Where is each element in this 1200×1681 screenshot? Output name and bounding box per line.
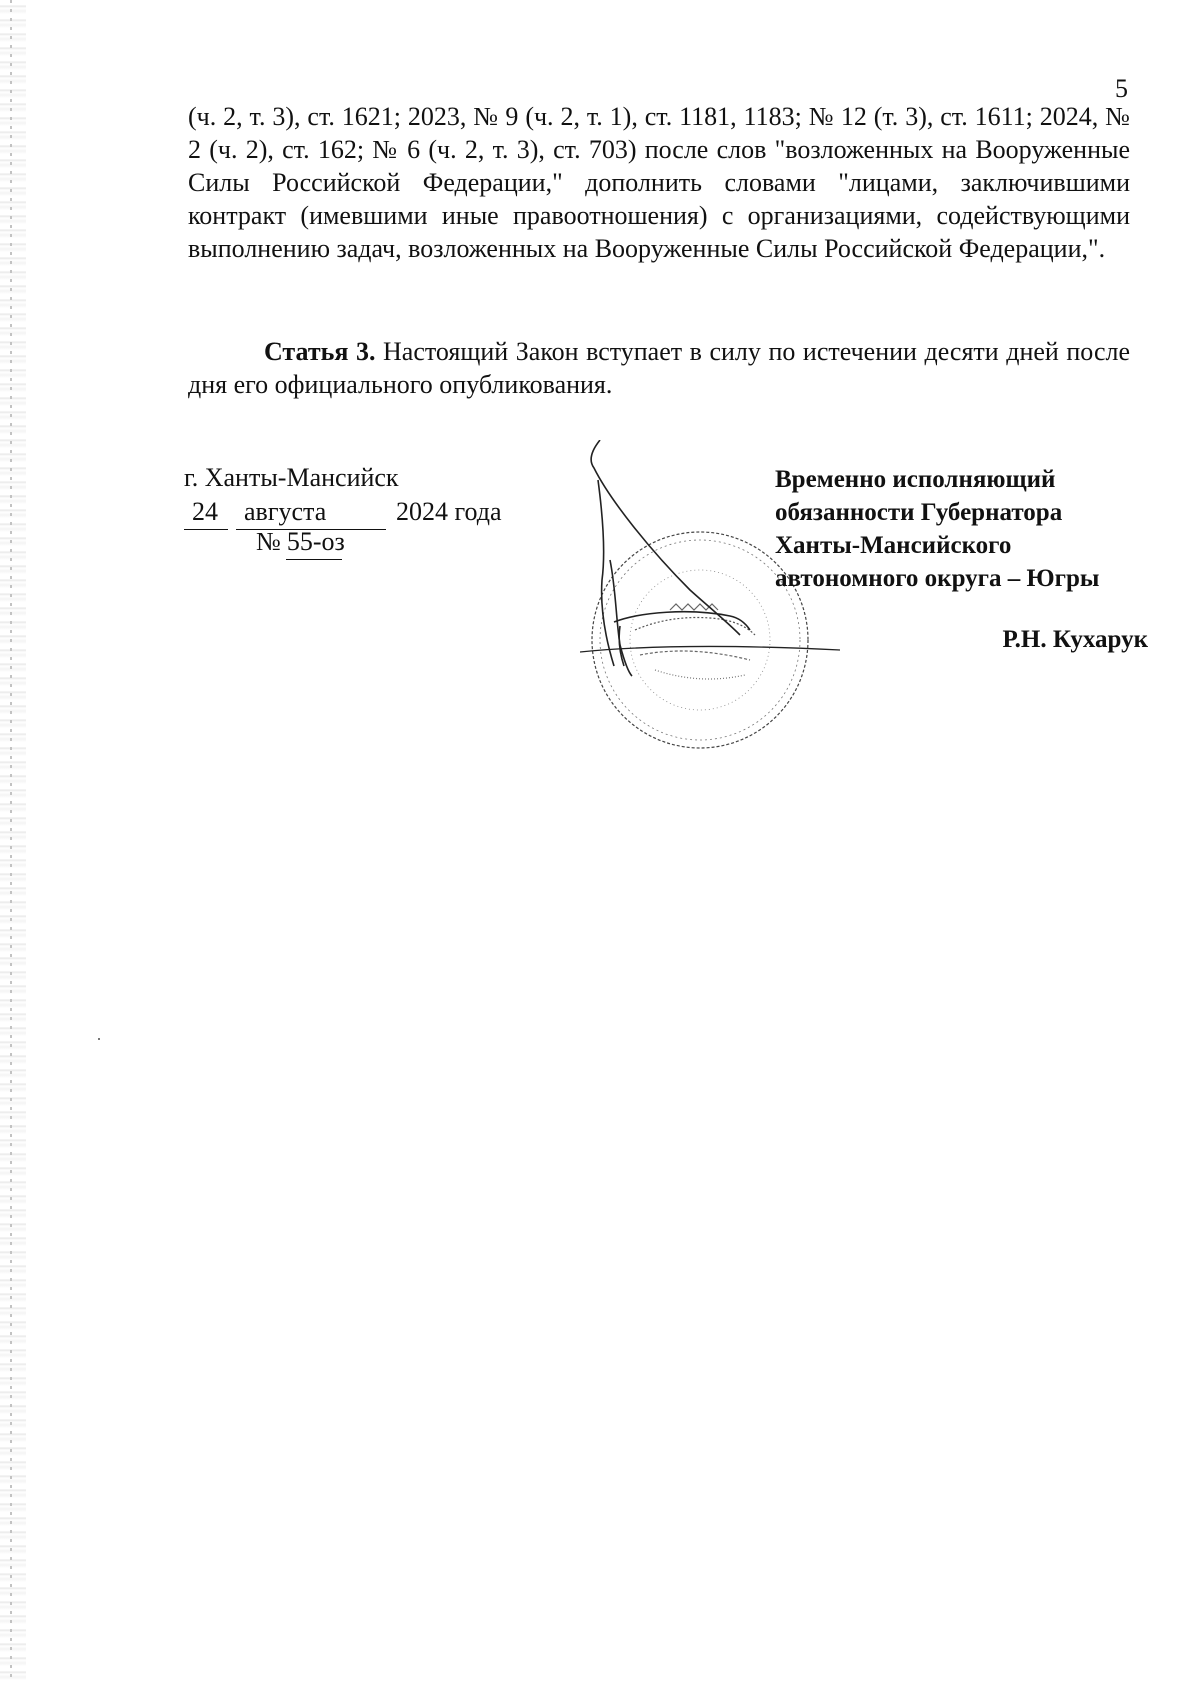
signatory-name: Р.Н. Кухарук <box>1002 626 1148 653</box>
date-year: 2024 года <box>396 497 502 526</box>
date-month: августа <box>244 497 327 526</box>
day-underline <box>184 529 228 530</box>
signatory-title <box>775 463 1147 595</box>
law-number <box>256 527 345 557</box>
scan-margin-artifact <box>0 0 26 1681</box>
article-3-text: Настоящий Закон вступает в силу по истечении десяти дней после дня его официального опубликования. <box>188 337 1130 399</box>
number-sign: № <box>256 527 281 556</box>
signatory-title-line: Ханты-Мансийского <box>775 532 1012 559</box>
page-number: 5 <box>1115 74 1128 103</box>
article-3-paragraph <box>188 335 1130 401</box>
number-underline <box>286 559 342 560</box>
signing-date <box>184 497 524 529</box>
article-3-heading: Статья 3. <box>264 337 376 366</box>
scan-speck <box>98 1038 100 1040</box>
signatory-title-line: обязанности Губернатора <box>775 499 1063 526</box>
amendment-paragraph: (ч. 2, т. 3), ст. 1621; 2023, № 9 (ч. 2, т. 1), ст. 1181, 1183; № 12 (т. 3), ст. 1611; 2024, № 2 (ч. 2), ст. 162; № 6 (ч. 2, т. 3), ст. 703) после слов "возложенных на Вооруженные Силы Российской Федерации," дополнить словами "лицами, заключившими контракт (имевшими иные правоотношения) с организациями, содействующими выполнению задач, возложенных на Вооруженные Силы Российской Федерации,". <box>188 102 1130 263</box>
signatory-title-line: Временно исполняющий <box>775 466 1056 493</box>
signatory-title-line: автономного округа – Югры <box>775 565 1100 592</box>
place-of-signing: г. Ханты-Мансийск <box>184 463 399 492</box>
law-number-value: 55-оз <box>286 527 345 556</box>
date-day: 24 <box>192 497 218 526</box>
